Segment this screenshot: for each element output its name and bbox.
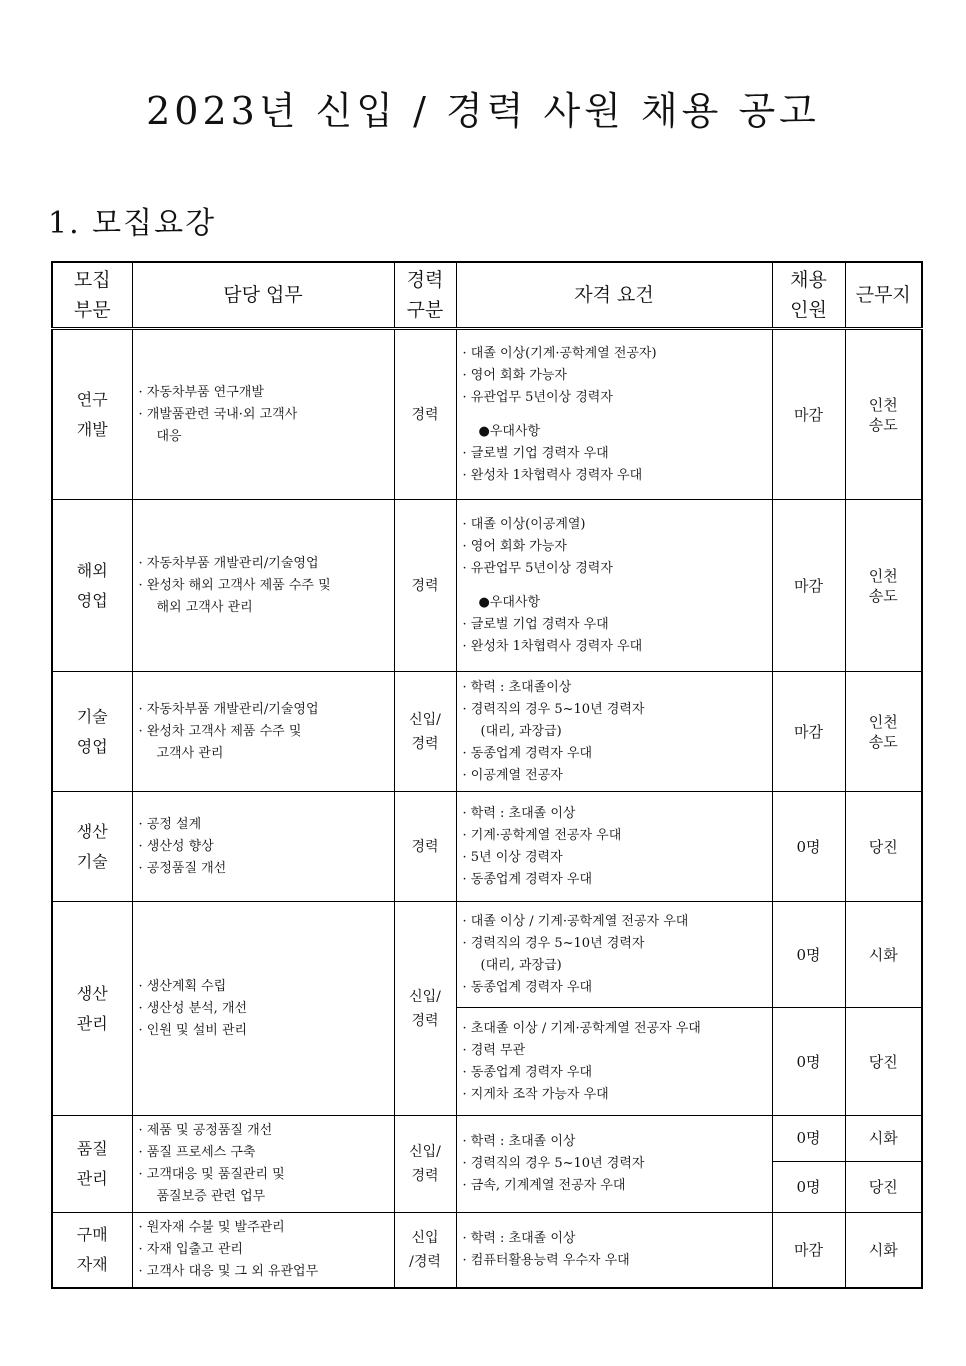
qual-cell: · 학력 : 초대졸이상 · 경력직의 경우 5~10년 경력자 (대리, 과장급) · 동종업계 경력자 우대 · 이공계열 전공자 (456, 672, 772, 792)
qual-cell: · 대졸 이상(기계·공학계열 전공자) · 영어 회화 가능자 · 유관업무 5년이상 경력자 ●우대사항 · 글로벌 기업 경력자 우대 · 완성차 1차협력사 경력자 우대 (456, 329, 772, 500)
duty-cell: · 제품 및 공정품질 개선 · 품질 프로세스 구축 · 고객대응 및 품질관리 및 품질보증 관련 업무 (132, 1116, 394, 1213)
career-cell: 신입/ 경력 (394, 1116, 456, 1213)
career-cell: 신입 /경력 (394, 1213, 456, 1289)
table-row (52, 1116, 922, 1162)
location-cell: 시화 (845, 1116, 922, 1162)
dept-cell: 품질 관리 (52, 1116, 132, 1213)
count-cell: 마감 (772, 329, 845, 500)
career-cell: 신입/ 경력 (394, 902, 456, 1116)
career-cell: 신입/ 경력 (394, 672, 456, 792)
duty-cell: · 원자재 수불 및 발주관리 · 자재 입출고 관리 · 고객사 대응 및 그 외 유관업무 (132, 1213, 394, 1289)
dept-cell: 해외 영업 (52, 500, 132, 672)
table-row (52, 500, 922, 672)
dept-cell: 연구 개발 (52, 329, 132, 500)
table-row (52, 672, 922, 792)
page-title: 2023년 신입 / 경력 사원 채용 공고 (146, 89, 820, 133)
table-row (52, 792, 922, 902)
location-cell: 당진 (845, 792, 922, 902)
qual-cell: · 대졸 이상(이공계열) · 영어 회화 가능자 · 유관업무 5년이상 경력자 ●우대사항 · 글로벌 기업 경력자 우대 · 완성차 1차협력사 경력자 우대 (456, 500, 772, 672)
qual-cell: · 대졸 이상 / 기계·공학계열 전공자 우대 · 경력직의 경우 5~10년 경력자 (대리, 과장급) · 동종업계 경력자 우대 (456, 902, 772, 1008)
dept-cell: 생산 기술 (52, 792, 132, 902)
count-cell: 0명 (772, 1116, 845, 1162)
duty-cell: · 공정 설계 · 생산성 향상 · 공정품질 개선 (132, 792, 394, 902)
count-cell: 마감 (772, 1213, 845, 1289)
count-cell: 0명 (772, 902, 845, 1008)
header-career: 경력 구분 (394, 262, 456, 329)
header-qual: 자격 요건 (456, 262, 772, 329)
career-cell: 경력 (394, 792, 456, 902)
recruitment-table (51, 261, 923, 1289)
header-row (52, 262, 922, 329)
count-cell: 마감 (772, 500, 845, 672)
duty-cell: · 자동차부품 연구개발 · 개발품관련 국내·외 고객사 대응 (132, 329, 394, 500)
qual-cell: · 학력 : 초대졸 이상 · 기계·공학계열 전공자 우대 · 5년 이상 경력자 · 동종업계 경력자 우대 (456, 792, 772, 902)
duty-cell: · 자동차부품 개발관리/기술영업 · 완성차 고객사 제품 수주 및 고객사 관리 (132, 672, 394, 792)
header-duty: 담당 업무 (132, 262, 394, 329)
location-cell: 당진 (845, 1161, 922, 1212)
location-cell: 시화 (845, 1213, 922, 1289)
duty-cell: · 생산계획 수립 · 생산성 분석, 개선 · 인원 및 설비 관리 (132, 902, 394, 1116)
preference-heading: ●우대사항 (478, 594, 541, 610)
qual-cell: · 학력 : 초대졸 이상 · 컴퓨터활용능력 우수자 우대 (456, 1213, 772, 1289)
duty-cell: · 자동차부품 개발관리/기술영업 · 완성차 해외 고객사 제품 수주 및 해외 고객사 관리 (132, 500, 394, 672)
preference-heading: ●우대사항 (478, 423, 541, 439)
location-cell: 시화 (845, 902, 922, 1008)
count-cell: 마감 (772, 672, 845, 792)
header-loc: 근무지 (845, 262, 922, 329)
count-cell: 0명 (772, 1161, 845, 1212)
dept-cell: 기술 영업 (52, 672, 132, 792)
count-cell: 0명 (772, 792, 845, 902)
dept-cell: 생산 관리 (52, 902, 132, 1116)
header-dept: 모집 부문 (52, 262, 132, 329)
count-cell: 0명 (772, 1008, 845, 1116)
qual-cell: · 초대졸 이상 / 기계·공학계열 전공자 우대 · 경력 무관 · 동종업계 경력자 우대 · 지게차 조작 가능자 우대 (456, 1008, 772, 1116)
header-count: 채용 인원 (772, 262, 845, 329)
location-cell: 인천 송도 (845, 329, 922, 500)
dept-cell: 구매 자재 (52, 1213, 132, 1289)
table-row (52, 329, 922, 500)
section-title: 1. 모집요강 (48, 206, 217, 241)
career-cell: 경력 (394, 500, 456, 672)
location-cell: 당진 (845, 1008, 922, 1116)
table-row (52, 902, 922, 1008)
qual-cell: · 학력 : 초대졸 이상 · 경력직의 경우 5~10년 경력자 · 금속, 기계계열 전공자 우대 (456, 1116, 772, 1213)
location-cell: 인천 송도 (845, 500, 922, 672)
location-cell: 인천 송도 (845, 672, 922, 792)
career-cell: 경력 (394, 329, 456, 500)
table-row (52, 1213, 922, 1289)
